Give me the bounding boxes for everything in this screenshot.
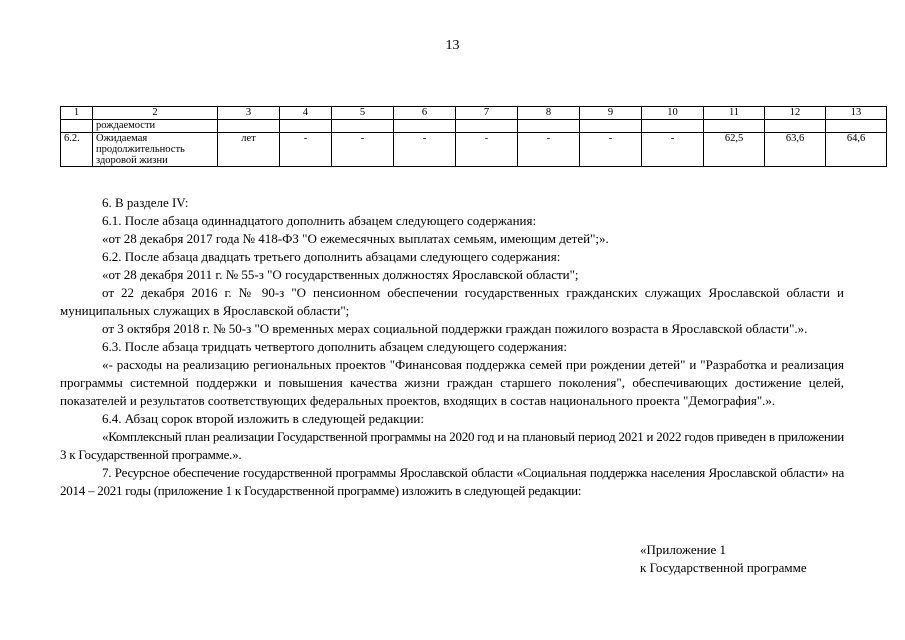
table-cell bbox=[580, 120, 642, 133]
row-number-cell: 6.2. bbox=[61, 133, 93, 167]
page-number: 13 bbox=[445, 38, 460, 53]
paragraph: от 22 декабря 2016 г. № 90-з "О пенсионном обеспечении государственных гражданских служащих Ярославской области и муниципальных служащих в Ярославской области"; bbox=[60, 285, 844, 318]
indicator-name-line: здоровой жизни bbox=[96, 155, 168, 166]
table-header-cell: 12 bbox=[765, 107, 826, 120]
paragraph: 6.4. Абзац сорок второй изложить в следующей редакции: bbox=[102, 411, 424, 426]
indicators-table bbox=[60, 106, 887, 167]
paragraph: 6. В разделе IV: bbox=[102, 195, 189, 210]
table-header-cell: 11 bbox=[704, 107, 765, 120]
value-cell: 62,5 bbox=[704, 133, 765, 167]
table-header-cell: 2 bbox=[93, 107, 218, 120]
appendix-line: «Приложение 1 bbox=[640, 542, 727, 557]
value-cell: - bbox=[280, 133, 332, 167]
value-cell: - bbox=[332, 133, 394, 167]
table-cell bbox=[765, 120, 826, 133]
value-cell: - bbox=[642, 133, 704, 167]
indicator-name-line: Ожидаемая bbox=[96, 133, 148, 144]
table-cell bbox=[518, 120, 580, 133]
table-header-cell: 5 bbox=[332, 107, 394, 120]
table-cell: рождаемости bbox=[93, 120, 218, 133]
table-header-cell: 4 bbox=[280, 107, 332, 120]
paragraph: 6.2. После абзаца двадцать третьего дополнить абзацами следующего содержания: bbox=[102, 249, 561, 264]
table-header-cell: 3 bbox=[218, 107, 280, 120]
value-cell: - bbox=[580, 133, 642, 167]
appendix-line: к Государственной программе bbox=[640, 560, 807, 575]
table-header-cell: 13 bbox=[826, 107, 887, 120]
indicator-name-cell bbox=[93, 133, 218, 167]
paragraph: 6.3. После абзаца тридцать четвертого дополнить абзацем следующего содержания: bbox=[102, 339, 567, 354]
table-header-cell: 1 bbox=[61, 107, 93, 120]
value-cell: 63,6 bbox=[765, 133, 826, 167]
value-cell: - bbox=[394, 133, 456, 167]
table-cell bbox=[394, 120, 456, 133]
table-cell bbox=[280, 120, 332, 133]
table-cell bbox=[332, 120, 394, 133]
table-row bbox=[61, 133, 887, 167]
paragraph: 6.1. После абзаца одиннадцатого дополнить абзацем следующего содержания: bbox=[102, 213, 537, 228]
paragraph: «от 28 декабря 2011 г. № 55-з "О государственных должностях Ярославской области"; bbox=[102, 267, 579, 282]
table-header-cell: 10 bbox=[642, 107, 704, 120]
paragraph: от 3 октября 2018 г. № 50-з "О временных мерах социальной поддержки граждан пожилого возраста в Ярославской области".». bbox=[102, 321, 808, 336]
paragraph: «- расходы на реализацию региональных проектов "Финансовая поддержка семей при рождении детей" и "Разработка и реализация программы системной поддержки и повышения качества жизни граждан старшего поколения", обеспечивающих достижение целей, показателей и результатов соответствующих федеральных проектов, входящих в состав национального проекта "Демография".». bbox=[60, 357, 844, 408]
table-header-cell: 6 bbox=[394, 107, 456, 120]
table-cell bbox=[826, 120, 887, 133]
paragraph: «Комплексный план реализации Государственной программы на 2020 год и на плановый период 2021 и 2022 годов приведен в приложении 3 к Государственной программе.». bbox=[60, 429, 844, 462]
table-cell bbox=[642, 120, 704, 133]
table-cell bbox=[218, 120, 280, 133]
unit-cell: лет bbox=[218, 133, 280, 167]
value-cell: - bbox=[456, 133, 518, 167]
appendix-reference bbox=[640, 541, 807, 577]
table-header-cell: 8 bbox=[518, 107, 580, 120]
table-header-cell: 7 bbox=[456, 107, 518, 120]
value-cell: - bbox=[518, 133, 580, 167]
document-body bbox=[60, 194, 844, 500]
table-continuation-row bbox=[61, 120, 887, 133]
paragraph: «от 28 декабря 2017 года № 418-ФЗ "О ежемесячных выплатах семьям, имеющим детей";». bbox=[102, 231, 609, 246]
table-cell bbox=[704, 120, 765, 133]
table-header-row bbox=[61, 107, 887, 120]
table-cell bbox=[456, 120, 518, 133]
indicator-name-line: продолжительность bbox=[96, 144, 185, 155]
value-cell: 64,6 bbox=[826, 133, 887, 167]
paragraph: 7. Ресурсное обеспечение государственной программы Ярославской области «Социальная поддержка населения Ярославской области» на 2014 – 2021 годы (приложение 1 к Государственной программе) изложить в следующей редакции: bbox=[60, 465, 844, 498]
table-header-cell: 9 bbox=[580, 107, 642, 120]
table-cell bbox=[61, 120, 93, 133]
